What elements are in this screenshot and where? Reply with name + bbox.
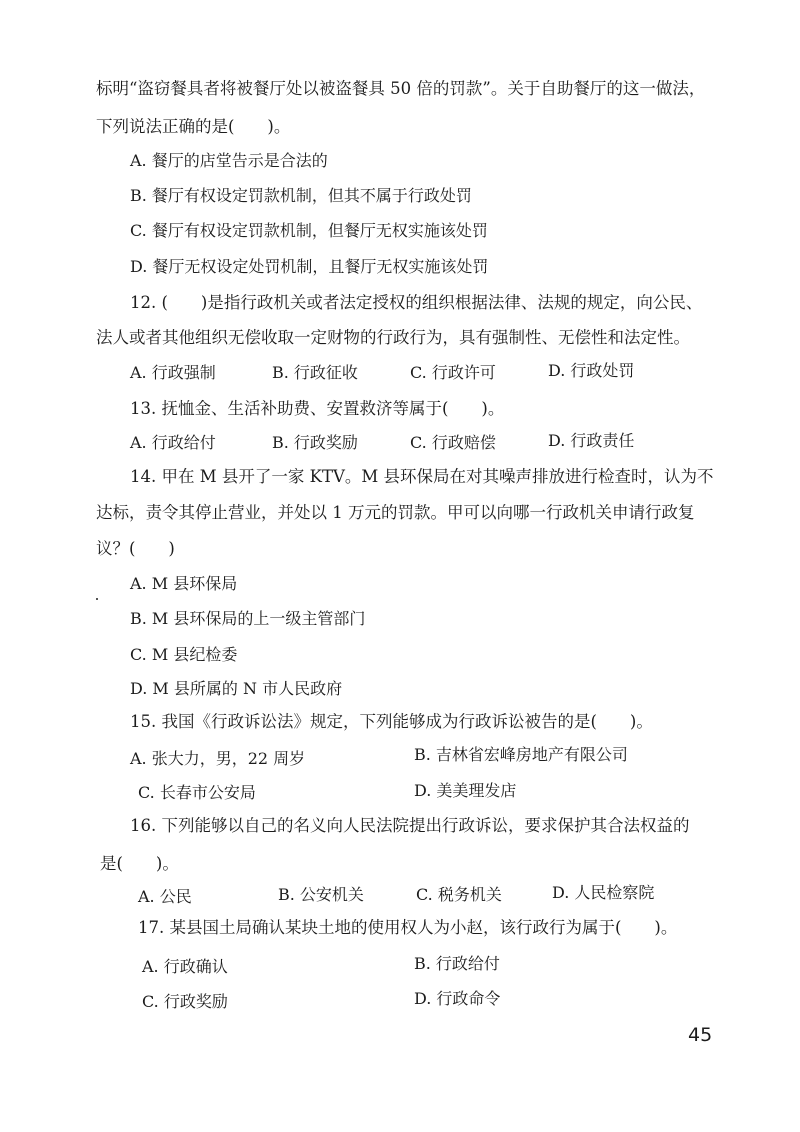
q16-option-c: C. 税务机关 — [416, 885, 502, 904]
question-16-text: 16. 下列能够以自己的名义向人民法院提出行政诉讼，要求保护其合法权益的 — [130, 816, 690, 835]
question-14-text-cont: 达标，责令其停止营业，并处以 1 万元的罚款。甲可以向哪一行政机关申请行政复 — [96, 503, 695, 522]
option-a: A. 餐厅的店堂告示是合法的 — [130, 151, 328, 170]
q12-option-d: D. 行政处罚 — [548, 361, 635, 380]
question-14-text: 14. 甲在 M 县开了一家 KTV。M 县环保局在对其噪声排放进行检查时，认为不 — [130, 467, 714, 486]
q15-option-d: D. 美美理发店 — [414, 781, 517, 800]
option-c: C. 餐厅有权设定罚款机制，但餐厅无权实施该处罚 — [130, 221, 488, 240]
question-13-text: 13. 抚恤金、生活补助费、安置救济等属于( )。 — [130, 399, 505, 418]
question-12-text: 12. ( )是指行政机关或者法定授权的组织根据法律、法规的规定，向公民、 — [130, 293, 703, 312]
q14-option-a: A. M 县环保局 — [130, 574, 238, 593]
q17-option-b: B. 行政给付 — [414, 954, 500, 973]
option-b: B. 餐厅有权设定罚款机制，但其不属于行政处罚 — [130, 186, 472, 205]
q17-option-a: A. 行政确认 — [142, 957, 228, 976]
q15-option-b: B. 吉林省宏峰房地产有限公司 — [414, 745, 628, 764]
q13-option-d: D. 行政责任 — [548, 431, 635, 450]
scan-speck — [96, 598, 98, 600]
q13-option-b: B. 行政奖励 — [272, 433, 358, 452]
question-15-text: 15. 我国《行政诉讼法》规定，下列能够成为行政诉讼被告的是( )。 — [130, 712, 653, 731]
q13-option-c: C. 行政赔偿 — [410, 433, 496, 452]
q17-option-d: D. 行政命令 — [414, 989, 501, 1008]
q16-option-d: D. 人民检察院 — [552, 883, 655, 902]
option-d: D. 餐厅无权设定处罚机制，且餐厅无权实施该处罚 — [130, 257, 489, 276]
q14-option-b: B. M 县环保局的上一级主管部门 — [130, 609, 366, 628]
q12-option-a: A. 行政强制 — [130, 363, 216, 382]
question-text-line: 标明“盗窃餐具者将被餐厅处以被盗餐具 50 倍的罚款”。关于自助餐厅的这一做法， — [96, 79, 706, 98]
q15-option-c: C. 长春市公安局 — [138, 783, 256, 802]
question-14-text-cont2: 议？( ) — [96, 539, 175, 558]
question-17-text: 17. 某县国土局确认某块土地的使用权人为小赵，该行政行为属于( )。 — [138, 918, 678, 937]
q16-option-a: A. 公民 — [138, 887, 192, 906]
q12-option-b: B. 行政征收 — [272, 363, 358, 382]
q17-option-c: C. 行政奖励 — [142, 992, 228, 1011]
question-16-text-cont: 是( )。 — [100, 854, 179, 873]
question-12-text-cont: 法人或者其他组织无偿收取一定财物的行政行为，具有强制性、无偿性和法定性。 — [96, 328, 690, 347]
q14-option-c: C. M 县纪检委 — [130, 645, 238, 664]
question-text-line: 下列说法正确的是( )。 — [96, 117, 291, 136]
q15-option-a: A. 张大力，男，22 周岁 — [130, 749, 306, 768]
page-number: 45 — [688, 1024, 713, 1046]
q12-option-c: C. 行政许可 — [410, 363, 496, 382]
q13-option-a: A. 行政给付 — [130, 433, 216, 452]
q14-option-d: D. M 县所属的 N 市人民政府 — [130, 679, 343, 698]
q16-option-b: B. 公安机关 — [278, 885, 364, 904]
